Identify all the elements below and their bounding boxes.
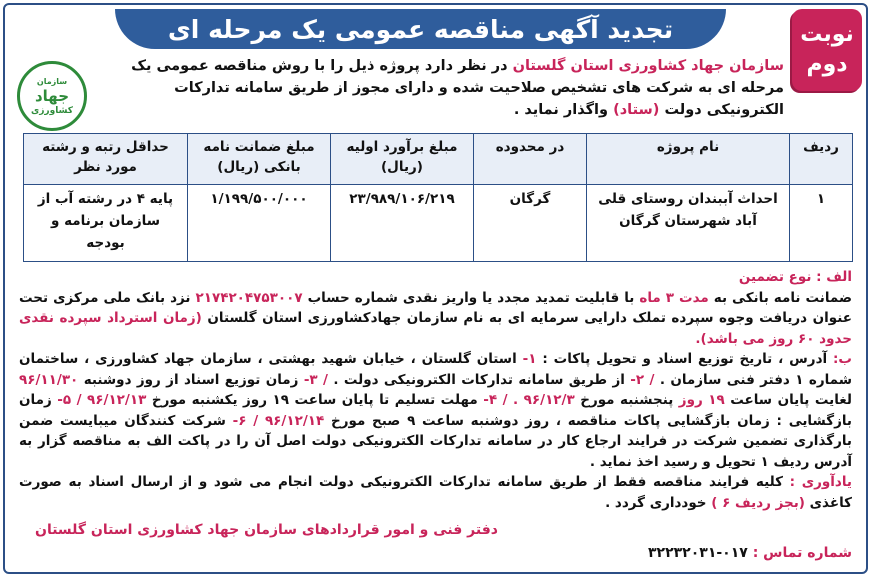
- text-span: کلیه فرایند مناقصه فقط از طریق سامانه تدارکات الکترونیکی دولت انجام می شود و از ارسال اسناد به صورت کاغذی: [19, 474, 852, 511]
- cell-row-number: ۱: [790, 185, 853, 262]
- reminder-label: یادآوری :: [789, 474, 852, 490]
- header-row-number: ردیف: [790, 134, 853, 185]
- table-row: [24, 185, 853, 262]
- item-marker: / ۲-: [630, 371, 655, 388]
- reminder-text: [19, 472, 852, 513]
- refund-note: (زمان استرداد سپرده نقدی حدود ۶۰ روز می باشد).: [19, 310, 852, 347]
- text-span: نزد بانک ملی مرکزی تحت عنوان دریافت وجوه سپرده تملک دارایی سرمایه ای به نام سازمان جهادکشاورزی استان گلستان: [19, 289, 852, 326]
- item-marker: ۱-: [522, 351, 537, 367]
- logo-text-2: جهاد: [34, 86, 70, 105]
- intro-setad: (ستاد): [613, 102, 660, 118]
- reminder-exception: (بجز ردیف ۶ ): [711, 494, 805, 511]
- account-number: ۲۱۷۴۲۰۴۷۵۳۰۰۷: [195, 289, 303, 306]
- badge-line-1: نوبت: [800, 22, 854, 47]
- date-end: ۹۶/۱۲/۳ . / ۴-: [483, 392, 575, 408]
- intro-org: سازمان جهاد کشاورزی استان گلستان: [512, 58, 784, 74]
- text-span: استان گلستان ، خیابان شهید بهشتی ، سازمان جهاد کشاورزی ، ساختمان شماره ۱ دفتر فنی سازمان .: [19, 351, 852, 388]
- duration: ۱۹ روز: [678, 392, 725, 408]
- contact-label: شماره تماس :: [752, 545, 852, 561]
- logo-text-1: سازمان: [36, 76, 68, 86]
- text-span: شرکت کنندگان میبایست ضمن بارگذاری تضمین شرکت در فرایند ارجاع کار در سامانه تدارکات الکترونیکی دولت اصل آن را در پاکت الف به مناقصه گزار به آدرس ردیف ۱ تحویل و رسید اخذ نماید .: [19, 412, 852, 470]
- text-span: مهلت تسلیم تا پایان ساعت ۱۹ روز یکشنبه مورخ: [146, 392, 484, 408]
- table-header-row: [24, 134, 853, 185]
- badge-line-2: دوم: [806, 52, 848, 77]
- item-marker: / ۳-: [303, 371, 328, 388]
- text-span: لغایت پایان ساعت: [724, 392, 852, 408]
- page-title: تجدید آگهی مناقصه عمومی یک مرحله ای: [167, 14, 674, 44]
- tender-table: [23, 133, 853, 262]
- section-a-text: [19, 288, 852, 350]
- date-deadline: ۹۶/۱۲/۱۳ / ۵-: [57, 392, 147, 408]
- intro-paragraph: [95, 55, 784, 121]
- text-span: پنجشنبه مورخ: [574, 392, 679, 408]
- footer-organization: دفتر فنی و امور قراردادهای سازمان جهاد کشاورزی استان گلستان: [35, 522, 498, 538]
- header-area: در محدوده: [474, 134, 587, 185]
- title-banner: [115, 9, 726, 49]
- cell-estimate: ۲۳/۹۸۹/۱۰۶/۲۱۹: [331, 185, 474, 262]
- cell-project-name: احداث آببندان روستای قلی آباد شهرستان گرگان: [587, 185, 790, 262]
- date-opening: ۹۶/۱۲/۱۴ / ۶-: [232, 412, 325, 429]
- text-span: خودداری گردد .: [605, 494, 712, 511]
- text-span: ضمانت نامه بانکی به: [708, 289, 852, 306]
- text-span: آدرس ، تاریخ توزیع اسناد و تحویل پاکات :: [536, 351, 834, 367]
- text-span: از طریق سامانه تدارکات الکترونیکی دولت .: [327, 371, 631, 388]
- date-start: ۹۶/۱۱/۳۰: [19, 371, 79, 388]
- section-a-heading: [19, 267, 852, 288]
- advertisement-page: [3, 3, 868, 574]
- text-span: زمان بازگشایی : زمان بازگشایی پاکات مناقصه ، روز دوشنبه ساعت ۹ صبح مورخ: [19, 392, 852, 429]
- round-badge: [792, 9, 862, 91]
- tender-details: [19, 267, 852, 513]
- section-a-heading-text: الف : نوع تضمین: [738, 269, 852, 285]
- header-project-name: نام پروژه: [587, 134, 790, 185]
- contact-info: [648, 545, 852, 561]
- text-span: زمان توزیع اسناد از روز دوشنبه: [78, 371, 304, 388]
- cell-guarantee: ۱/۱۹۹/۵۰۰/۰۰۰: [188, 185, 331, 262]
- logo-text-3: کشاورزی: [31, 105, 73, 116]
- header-estimate: مبلغ برآورد اولیه (ریال): [331, 134, 474, 185]
- guarantee-duration: مدت ۳ ماه: [639, 289, 709, 306]
- header-min-rank: حداقل رتبه و رشته مورد نظر: [24, 134, 188, 185]
- contact-number: ۰۱۷-۳۲۲۳۲۰۳۱: [648, 545, 753, 561]
- cell-min-rank: پایه ۴ در رشته آب از سازمان برنامه و بودجه: [24, 185, 188, 262]
- organization-logo: [17, 61, 87, 131]
- text-span: با قابلیت تمدید مجدد یا واریز نقدی شماره حساب: [302, 289, 640, 306]
- intro-text-2: واگذار نماید .: [513, 102, 614, 118]
- header-guarantee: مبلغ ضمانت نامه بانکی (ریال): [188, 134, 331, 185]
- section-b-label: ب:: [833, 351, 852, 367]
- cell-area: گرگان: [474, 185, 587, 262]
- intro-text-1: در نظر دارد پروژه ذیل را با روش مناقصه عمومی یک مرحله ای به شرکت های تشخیص صلاحیت شده و دارای مجوز از طریق سامانه تدارکات الکترونیکی دولت: [131, 58, 784, 118]
- section-b-text: [19, 349, 852, 472]
